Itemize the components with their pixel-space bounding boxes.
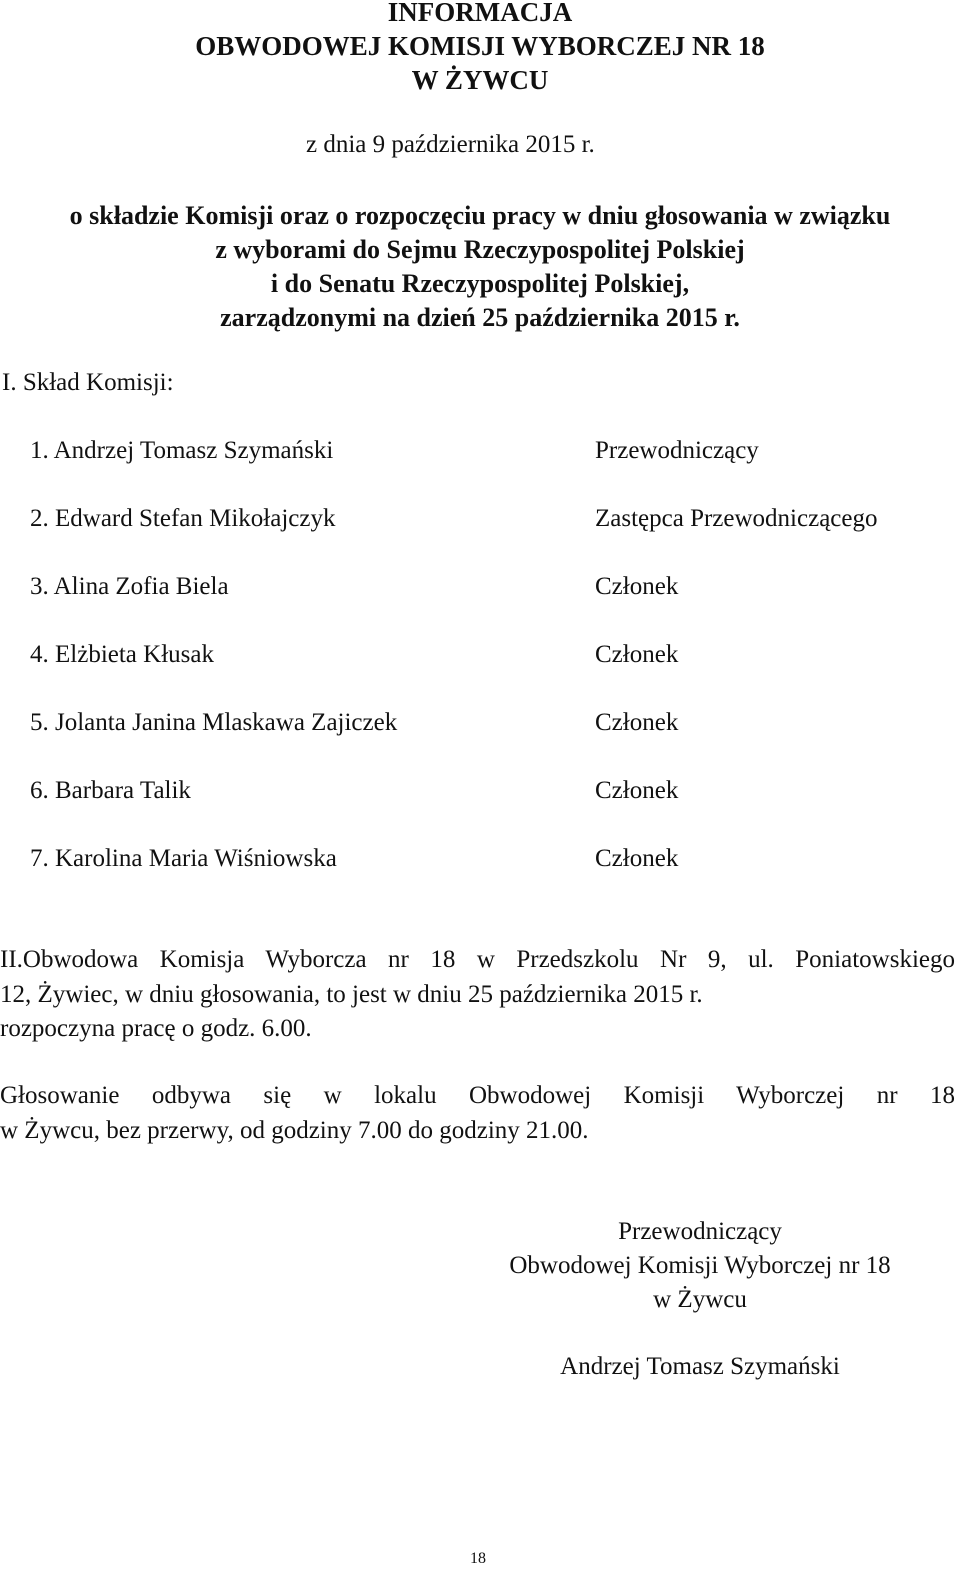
- title-line-2: OBWODOWEJ KOMISJI WYBORCZEJ NR 18: [195, 31, 765, 61]
- subject-line-2: z wyborami do Sejmu Rzeczypospolitej Polskiej: [215, 235, 745, 264]
- member-name: 6. Barbara Talik: [30, 777, 191, 804]
- member-row: [30, 639, 950, 671]
- signature-body-line-1: Obwodowej Komisji Wyborczej nr 18: [509, 1252, 891, 1279]
- member-name: 4. Elżbieta Kłusak: [30, 641, 214, 668]
- section-two-line-2: 12, Żywiec, w dniu głosowania, to jest w dniu 25 października 2015 r.: [0, 980, 703, 1008]
- signature-block: [480, 1215, 920, 1317]
- member-row: [30, 775, 950, 807]
- section-one-label: I. Skład Komisji:: [2, 369, 174, 396]
- signature-title: Przewodniczący: [618, 1218, 782, 1245]
- member-name: 7. Karolina Maria Wiśniowska: [30, 845, 337, 872]
- voting-paragraph: [0, 1079, 955, 1148]
- member-name: 1. Andrzej Tomasz Szymański: [30, 437, 334, 464]
- document-subject: [10, 199, 950, 335]
- voting-line-1: Głosowanie odbywa się w lokalu Obwodowej Komisji Wyborczej nr 18: [0, 1082, 955, 1109]
- signature-body-line-2: w Żywcu: [653, 1286, 747, 1313]
- document-title: [0, 0, 960, 97]
- member-row: [30, 503, 950, 535]
- voting-line-2: w Żywcu, bez przerwy, od godziny 7.00 do godziny 21.00.: [0, 1116, 589, 1144]
- member-role: Członek: [595, 573, 679, 600]
- signature-name: Andrzej Tomasz Szymański: [560, 1353, 840, 1380]
- subject-line-4: zarządzonymi na dzień 25 października 2015 r.: [220, 303, 740, 332]
- member-name: 2. Edward Stefan Mikołajczyk: [30, 505, 336, 532]
- document-date: z dnia 9 października 2015 r.: [306, 131, 595, 158]
- member-role: Członek: [595, 709, 679, 736]
- member-role: Zastępca Przewodniczącego: [595, 505, 878, 532]
- subject-line-1: o składzie Komisji oraz o rozpoczęciu pracy w dniu głosowania w związku: [69, 201, 891, 230]
- title-line-3: W ŻYWCU: [411, 65, 549, 95]
- page-number: 18: [470, 1550, 486, 1567]
- member-row: [30, 435, 950, 467]
- member-name: 5. Jolanta Janina Mlaskawa Zajiczek: [30, 709, 398, 736]
- member-row: [30, 707, 950, 739]
- member-role: Członek: [595, 777, 679, 804]
- member-row: [30, 571, 950, 603]
- member-role: Członek: [595, 845, 679, 872]
- member-name: 3. Alina Zofia Biela: [30, 573, 229, 600]
- title-line-1: INFORMACJA: [387, 0, 573, 27]
- member-role: Przewodniczący: [595, 437, 759, 464]
- section-two-paragraph: [0, 943, 955, 1047]
- subject-line-3: i do Senatu Rzeczypospolitej Polskiej,: [270, 269, 690, 298]
- member-role: Członek: [595, 641, 679, 668]
- section-two-line-1: II.Obwodowa Komisja Wyborcza nr 18 w Przedszkolu Nr 9, ul. Poniatowskiego: [0, 946, 955, 973]
- member-row: [30, 843, 950, 875]
- section-two-line-3: rozpoczyna pracę o godz. 6.00.: [0, 1015, 312, 1042]
